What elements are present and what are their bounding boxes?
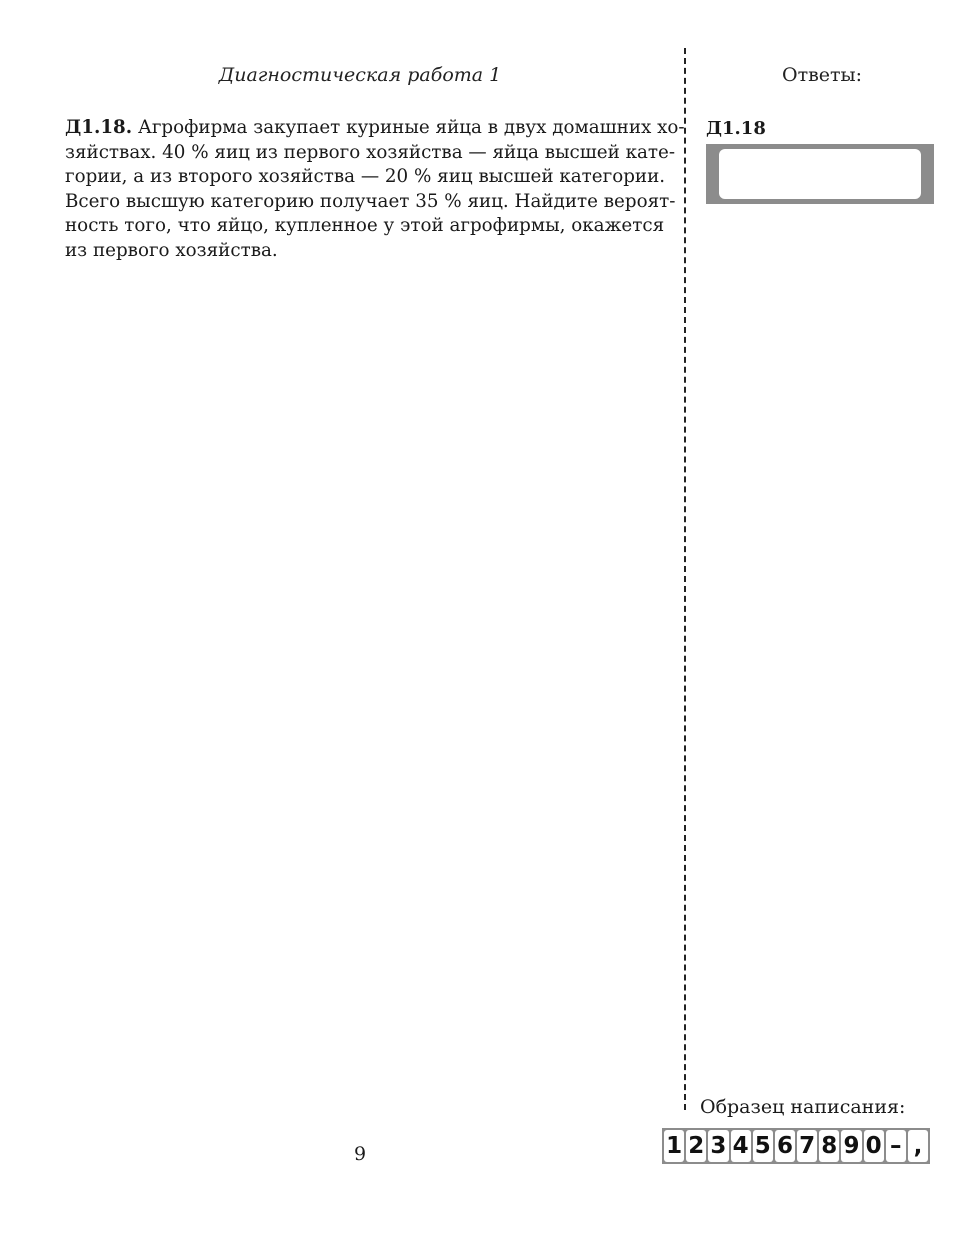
answer-field[interactable]: [719, 149, 921, 199]
answer-box[interactable]: [706, 144, 934, 204]
problem-line-4: Всего высшую категорию получает 35 % яиц. Найдите вероят-: [65, 190, 676, 212]
answer-label: Д1.18: [706, 118, 766, 139]
problem-line-2: зяйствах. 40 % яиц из первого хозяйства — яйца высшей кате-: [65, 141, 676, 163]
sample-glyph: 9: [841, 1130, 861, 1162]
page-number: 9: [353, 1143, 367, 1165]
sample-glyph: 6: [775, 1130, 795, 1162]
problem-line-3: гории, а из второго хозяйства — 20 % яиц высшей категории.: [65, 166, 666, 188]
page-header-title: Диагностическая работа 1: [218, 64, 502, 86]
sample-glyph: 8: [819, 1130, 839, 1162]
sample-glyph: 5: [753, 1130, 773, 1162]
problem-line-5: ность того, что яйцо, купленное у этой агрофирмы, окажется: [65, 215, 665, 237]
sample-glyph: 2: [686, 1130, 706, 1162]
sample-glyph: ,: [908, 1130, 928, 1162]
problem-text: [65, 116, 685, 264]
problem-number: Д1.18.: [65, 117, 133, 138]
sample-glyph: –: [886, 1130, 906, 1162]
problem-line-1: Д1.18. Агрофирма закупает куриные яйца в двух домашних хо-: [65, 117, 685, 138]
sample-glyph: 1: [664, 1130, 684, 1162]
sample-writing-label: Образец написания:: [700, 1096, 906, 1118]
sample-digits-row: [662, 1128, 930, 1164]
sample-glyph: 3: [708, 1130, 728, 1162]
cut-line-divider: [684, 48, 686, 1110]
sample-glyph: 0: [864, 1130, 884, 1162]
sample-glyph: 4: [731, 1130, 751, 1162]
answers-column-title: Ответы:: [782, 64, 863, 86]
sample-glyph: 7: [797, 1130, 817, 1162]
problem-line-6: из первого хозяйства.: [65, 239, 278, 261]
